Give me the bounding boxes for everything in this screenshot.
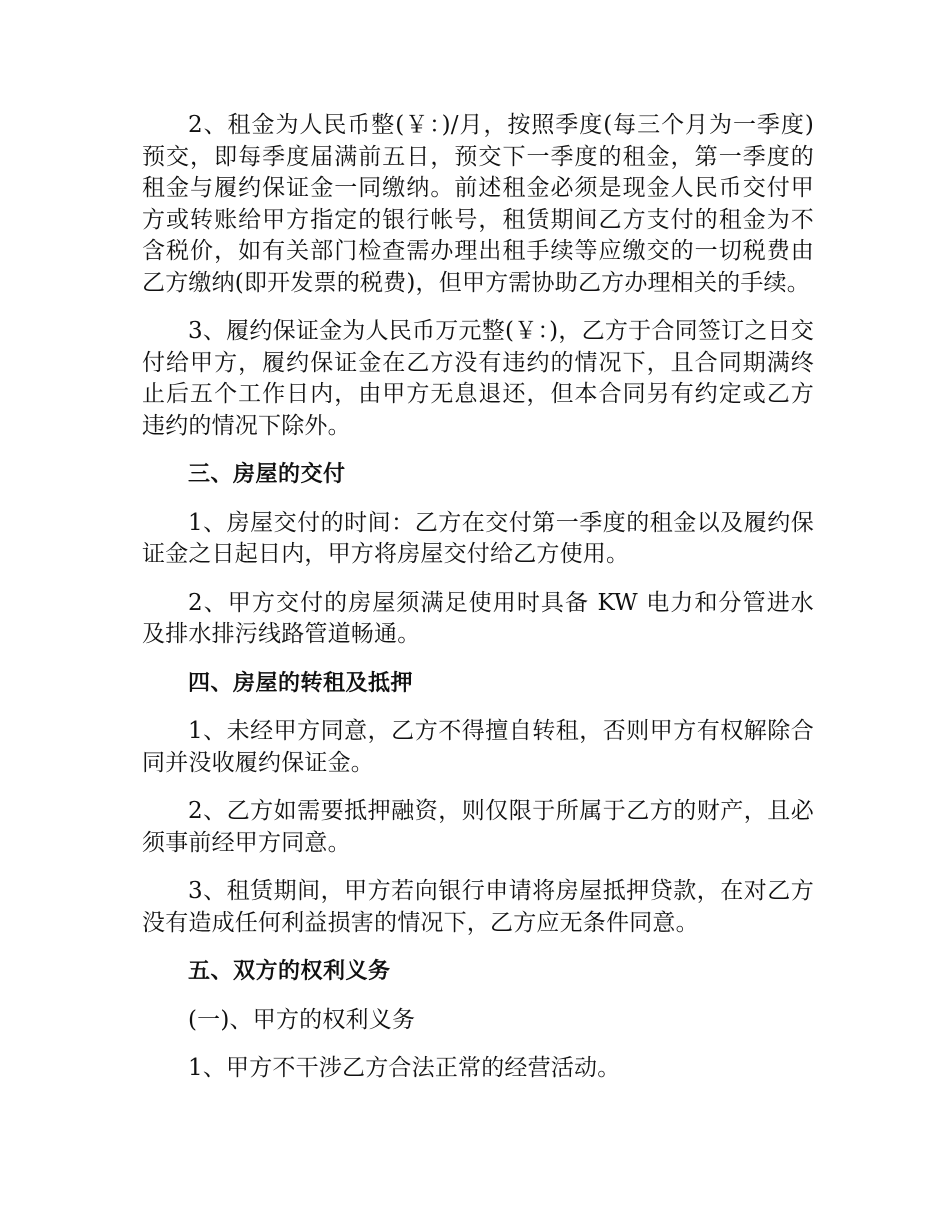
paragraph-mortgage-financing: 2、乙方如需要抵押融资，则仅限于所属于乙方的财产，且必须事前经甲方同意。 [142,798,814,856]
paragraph-bank-mortgage: 3、租赁期间，甲方若向银行申请将房屋抵押贷款，在对乙方没有造成任何利益损害的情况下，乙方应无条件同意。 [142,878,814,936]
section-heading-rights-obligations: 五、双方的权利义务 [188,959,391,984]
paragraph-delivery-time: 1、房屋交付的时间：乙方在交付第一季度的租金以及履约保证金之日起日内，甲方将房屋交付给乙方使用。 [142,509,814,567]
subsection-heading-party-a: (一)、甲方的权利义务 [188,1006,416,1033]
paragraph-performance-deposit: 3、履约保证金为人民币万元整(￥：)，乙方于合同签订之日交付给甲方，履约保证金在乙方没有违约的情况下，且合同期满终止后五个工作日内，由甲方无息退还，但本合同另有约定或乙方违约的情况下除外。 [142,318,814,439]
section-heading-sublease-mortgage: 四、房屋的转租及抵押 [188,670,414,696]
paragraph-rent-payment: 2、租金为人民币整(￥：)/月，按照季度(每三个月为一季度)预交，即每季度届满前五日，预交下一季度的租金，第一季度的租金与履约保证金一同缴纳。前述租金必须是现金人民币交付甲方或转账给甲方指定的银行帐号，租赁期间乙方支付的租金为不含税价，如有关部门检查需办理出租手续等应缴交的一切税费由乙方缴纳(即开发票的税费)，但甲方需协助乙方办理相关的手续。 [142,112,814,296]
paragraph-delivery-conditions: 2、甲方交付的房屋须满足使用时具备 KW 电力和分管进水及排水排污线路管道畅通。 [142,589,814,647]
paragraph-party-a-obligation-1: 1、甲方不干涉乙方合法正常的经营活动。 [188,1055,621,1081]
section-heading-delivery: 三、房屋的交付 [188,462,346,487]
paragraph-sublease: 1、未经甲方同意，乙方不得擅自转租，否则甲方有权解除合同并没收履约保证金。 [142,718,814,776]
document-page [142,110,814,1102]
